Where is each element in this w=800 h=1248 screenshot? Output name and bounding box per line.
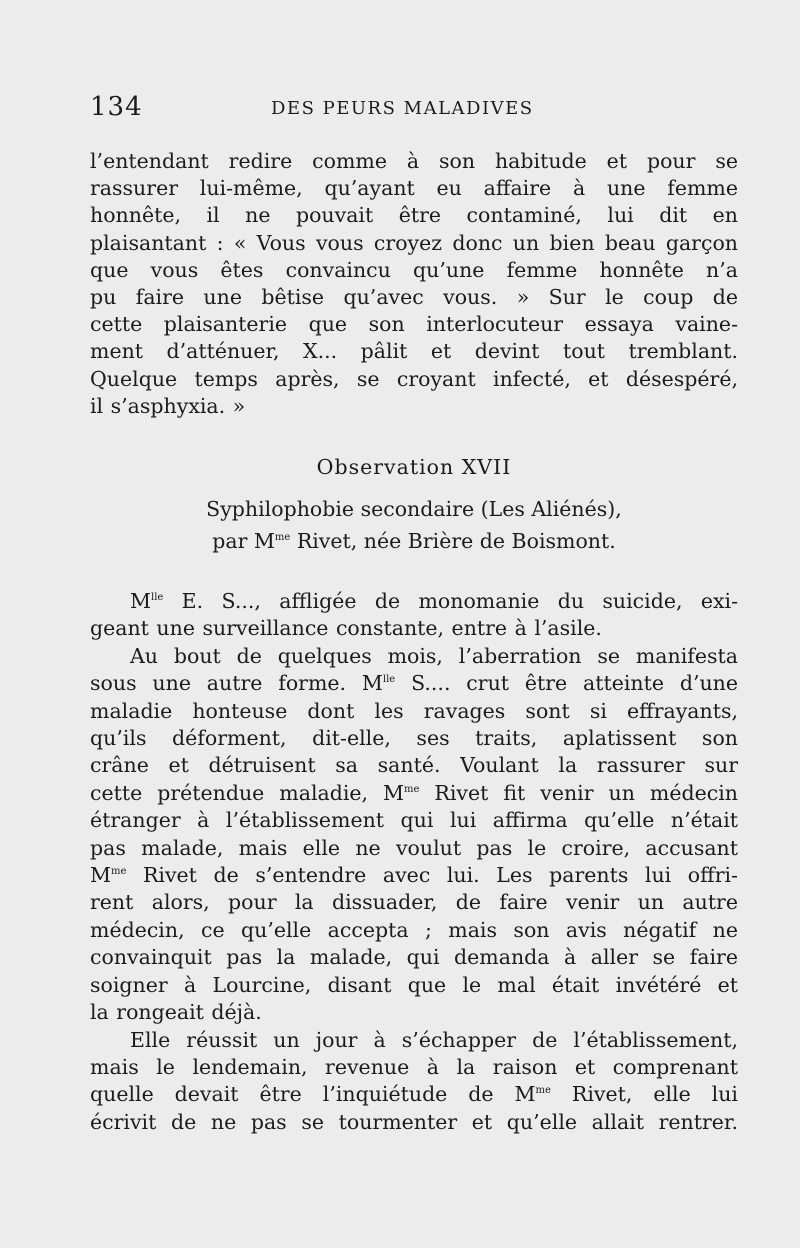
paragraph-continuation	[90, 148, 738, 420]
text-line: crâne et détruisent sa santé. Voulant la rassurer sur	[90, 753, 738, 778]
page-header	[90, 92, 740, 132]
text-line: sous une autre forme. $M^{lle}$ S.... crut être atteinte d’une	[90, 671, 738, 696]
text-line: rent alors, pour la dissuader, de faire venir un autre	[90, 890, 738, 915]
text-line: pu faire une bêtise qu’avec vous. » Sur le coup de	[90, 285, 738, 310]
observation-body	[90, 588, 738, 1136]
text-line: geant une surveillance constante, entre à l’asile.	[90, 616, 602, 641]
text-line: étranger à l’établissement qui lui affirma qu’elle n’était	[90, 808, 738, 833]
text-line: $M^{lle}$ E. S..., affligée de monomanie du suicide, exi-	[130, 589, 738, 613]
text-line: médecin, ce qu’elle accepta ; mais son avis négatif ne	[90, 917, 738, 942]
text-line: honnête, il ne pouvait être contaminé, lui dit en	[90, 203, 738, 228]
text-line: cette prétendue maladie, $M^{me}$ Rivet fit venir un médecin	[90, 780, 738, 805]
text-line: soigner à Lourcine, disant que le mal était invétéré et	[90, 972, 738, 997]
running-title: DES PEURS MALADIVES	[271, 98, 534, 119]
text-line: la rongeait déjà.	[90, 1000, 262, 1025]
text-line: ment d’atténuer, X... pâlit et devint tout tremblant.	[90, 339, 738, 364]
text-line: rassurer lui-même, qu’ayant eu affaire à une femme	[90, 176, 738, 201]
text-line: Quelque temps après, se croyant infecté, et désespéré,	[90, 366, 738, 391]
text-line: cette plaisanterie que son interlocuteur essaya vaine-	[90, 312, 738, 337]
text-line: mais le lendemain, revenue à la raison et comprenant	[90, 1054, 738, 1079]
text-line: pas malade, mais elle ne voulut pas le croire, accusant	[90, 835, 738, 860]
text-line: maladie honteuse dont les ravages sont si effrayants,	[90, 698, 738, 723]
text-line: quelle devait être l’inquiétude de $M^{me}$ Rivet, elle lui	[90, 1082, 738, 1107]
observation-title: Observation XVII	[316, 455, 512, 479]
text-line: Elle réussit un jour à s’échapper de l’établissement,	[130, 1027, 738, 1052]
text-line: convainquit pas la malade, qui demanda à aller se faire	[90, 945, 738, 970]
text-line: écrivit de ne pas se tourmenter et qu’elle allait rentrer.	[90, 1109, 738, 1134]
text-line: Au bout de quelques mois, l’aberration se manifesta	[130, 643, 738, 668]
page-number: 134	[90, 92, 143, 122]
text-line: il s’asphyxia. »	[90, 393, 246, 418]
observation-subtitle-line2: par $M^{me}$ Rivet, née Brière de Boismont.	[212, 529, 616, 553]
text-line: l’entendant redire comme à son habitude et pour se	[90, 149, 738, 173]
text-line: que vous êtes convaincu qu’une femme honnête n’a	[90, 257, 738, 282]
text-line: $M^{me}$ Rivet de s’entendre avec lui. Les parents lui offri-	[90, 863, 738, 888]
text-line: qu’ils déforment, dit-elle, ses traits, aplatissent son	[90, 726, 738, 751]
text-line: plaisantant : « Vous vous croyez donc un bien beau garçon	[90, 230, 738, 255]
observation-subtitle-line1: Syphilophobie secondaire (Les Aliénés),	[206, 497, 622, 521]
